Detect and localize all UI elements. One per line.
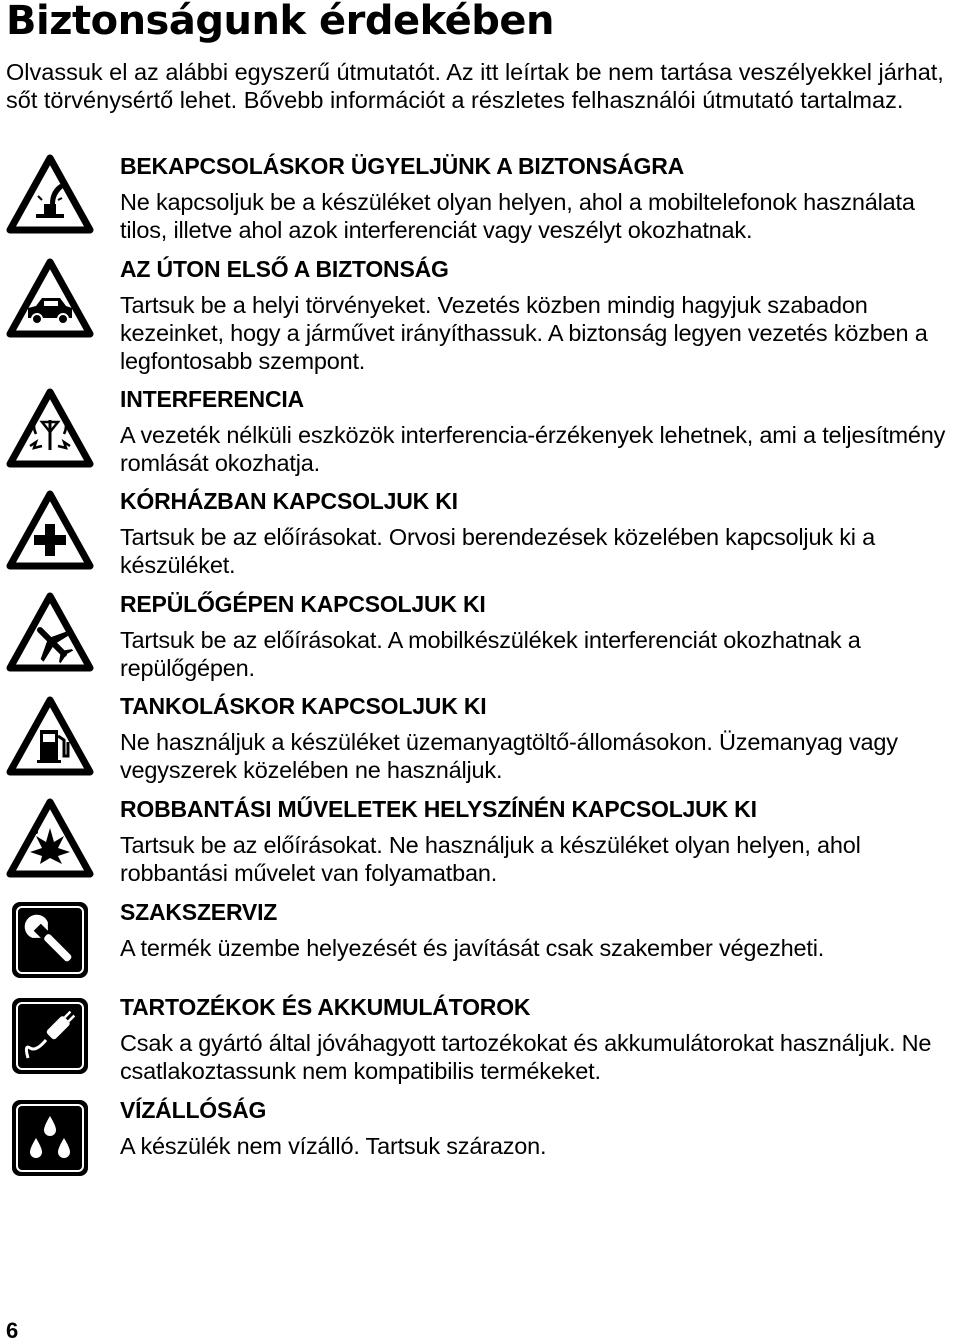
- airplane-warning-icon: [6, 592, 94, 672]
- explosion-warning-icon: [6, 798, 94, 878]
- section-heading: AZ ÚTON ELSŐ A BIZTONSÁG: [120, 256, 449, 282]
- section-refuelling: [120, 692, 958, 784]
- section-heading: BEKAPCSOLÁSKOR ÜGYELJÜNK A BIZTONSÁGRA: [120, 153, 685, 179]
- charger-plug-icon: [6, 996, 94, 1076]
- wrench-icon: [6, 900, 94, 980]
- section-service: [120, 898, 958, 962]
- section-text: Ne kapcsoljuk be a készüléket olyan helyen, ahol a mobiltelefonok használata tilos, illetve ahol azok interferenciát vagy veszélyt okozhatnak.: [120, 189, 915, 243]
- section-heading: INTERFERENCIA: [120, 386, 304, 412]
- section-text: Ne használjuk a készüléket üzemanyagtöltő-állomásokon. Üzemanyag vagy vegyszerek közelében ne használjuk.: [120, 729, 898, 783]
- car-warning-icon: [6, 258, 94, 338]
- section-text: Tartsuk be az előírásokat. Orvosi berendezések közelében kapcsoljuk ki a készüléket.: [120, 524, 875, 578]
- section-aircraft: [120, 590, 958, 682]
- section-heading: KÓRHÁZBAN KAPCSOLJUK KI: [120, 488, 458, 514]
- section-heading: ROBBANTÁSI MŰVELETEK HELYSZÍNÉN KAPCSOLJUK KI: [120, 796, 757, 822]
- section-heading: SZAKSZERVIZ: [120, 899, 278, 925]
- section-text: A vezeték nélküli eszközök interferencia-érzékenyek lehetnek, ami a teljesítmény romlását okozhatja.: [120, 422, 946, 476]
- section-text: Csak a gyártó által jóváhagyott tartozékokat és akkumulátorokat használjuk. Ne csatlakoztassunk nem kompatibilis termékeket.: [120, 1030, 932, 1084]
- section-text: A termék üzembe helyezését és javítását csak szakember végezheti.: [120, 935, 825, 961]
- section-switch-on-safely: [120, 152, 958, 244]
- hand-switch-warning-icon: [6, 154, 94, 234]
- section-heading: TANKOLÁSKOR KAPCSOLJUK KI: [120, 693, 487, 719]
- antenna-interference-warning-icon: [6, 388, 94, 468]
- section-hospital: [120, 487, 958, 579]
- water-drops-icon: [6, 1098, 94, 1178]
- section-heading: REPÜLŐGÉPEN KAPCSOLJUK KI: [120, 591, 486, 617]
- section-blasting: [120, 795, 958, 887]
- fuel-pump-warning-icon: [6, 696, 94, 776]
- section-road-safety: [120, 255, 958, 375]
- section-text: Tartsuk be az előírásokat. Ne használjuk a készüléket olyan helyen, ahol robbantási művelet van folyamatban.: [120, 832, 861, 886]
- section-text: Tartsuk be az előírásokat. A mobilkészülékek interferenciát okozhatnak a repülőgépen.: [120, 627, 861, 681]
- hospital-cross-warning-icon: [6, 490, 94, 570]
- intro-paragraph: Olvassuk el az alábbi egyszerű útmutatót. Az itt leírtak be nem tartása veszélyekkel járhat, sőt törvénysértő lehet. Bővebb információt a részletes felhasználói útmutató tartalmaz.: [6, 59, 944, 113]
- section-accessories: [120, 993, 958, 1085]
- section-heading: TARTOZÉKOK ÉS AKKUMULÁTOROK: [120, 994, 531, 1020]
- section-text: A készülék nem vízálló. Tartsuk szárazon.: [120, 1133, 547, 1159]
- section-interference: [120, 385, 958, 477]
- section-text: Tartsuk be a helyi törvényeket. Vezetés közben mindig hagyjuk szabadon kezeinket, hogy a járművet irányíthassuk. A biztonság legyen vezetés közben a legfontosabb szempont.: [120, 292, 928, 374]
- page-number: 6: [6, 1318, 19, 1343]
- section-heading: VÍZÁLLÓSÁG: [120, 1097, 267, 1123]
- section-water-resistance: [120, 1096, 958, 1160]
- page-title: Biztonságunk érdekében: [6, 0, 554, 44]
